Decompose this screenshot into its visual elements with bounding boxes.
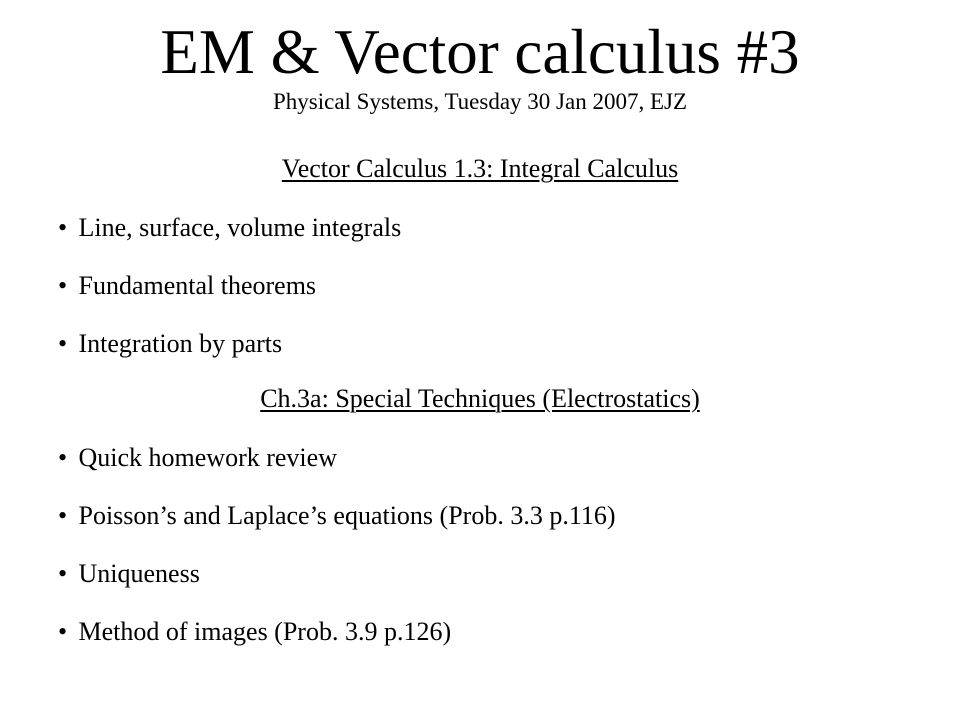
bullet-text: Line, surface, volume integrals	[78, 213, 402, 242]
bullet-item	[58, 270, 316, 302]
bullet-item	[58, 328, 282, 360]
section-heading-vector-calculus	[0, 153, 960, 185]
bullet-item	[58, 442, 337, 474]
bullet-dot: •	[58, 271, 68, 300]
bullet-text: Fundamental theorems	[78, 271, 317, 300]
slide-title: EM & Vector calculus #3	[160, 17, 800, 87]
section-heading-special-techniques	[0, 383, 960, 415]
section-heading-text: Vector Calculus 1.3: Integral Calculus	[281, 154, 679, 183]
bullet-dot: •	[58, 443, 68, 472]
bullet-dot: •	[58, 329, 68, 358]
bullet-item	[58, 212, 401, 244]
slide-subtitle: Physical Systems, Tuesday 30 Jan 2007, EJZ	[272, 89, 688, 114]
bullet-text: Integration by parts	[78, 329, 283, 358]
bullet-item	[58, 558, 200, 590]
bullet-dot: •	[58, 213, 68, 242]
bullet-item	[58, 616, 451, 648]
bullet-text: Quick homework review	[78, 443, 337, 472]
bullet-text: Uniqueness	[78, 559, 200, 588]
bullet-dot: •	[58, 501, 68, 530]
bullet-dot: •	[58, 617, 68, 646]
section-heading-text: Ch.3a: Special Techniques (Electrostatics)	[260, 384, 700, 413]
bullet-dot: •	[58, 559, 68, 588]
bullet-item	[58, 500, 616, 532]
bullet-text: Method of images (Prob. 3.9 p.126)	[78, 617, 452, 646]
bullet-text: Poisson’s and Laplace’s equations (Prob. 3.3 p.116)	[78, 501, 616, 530]
